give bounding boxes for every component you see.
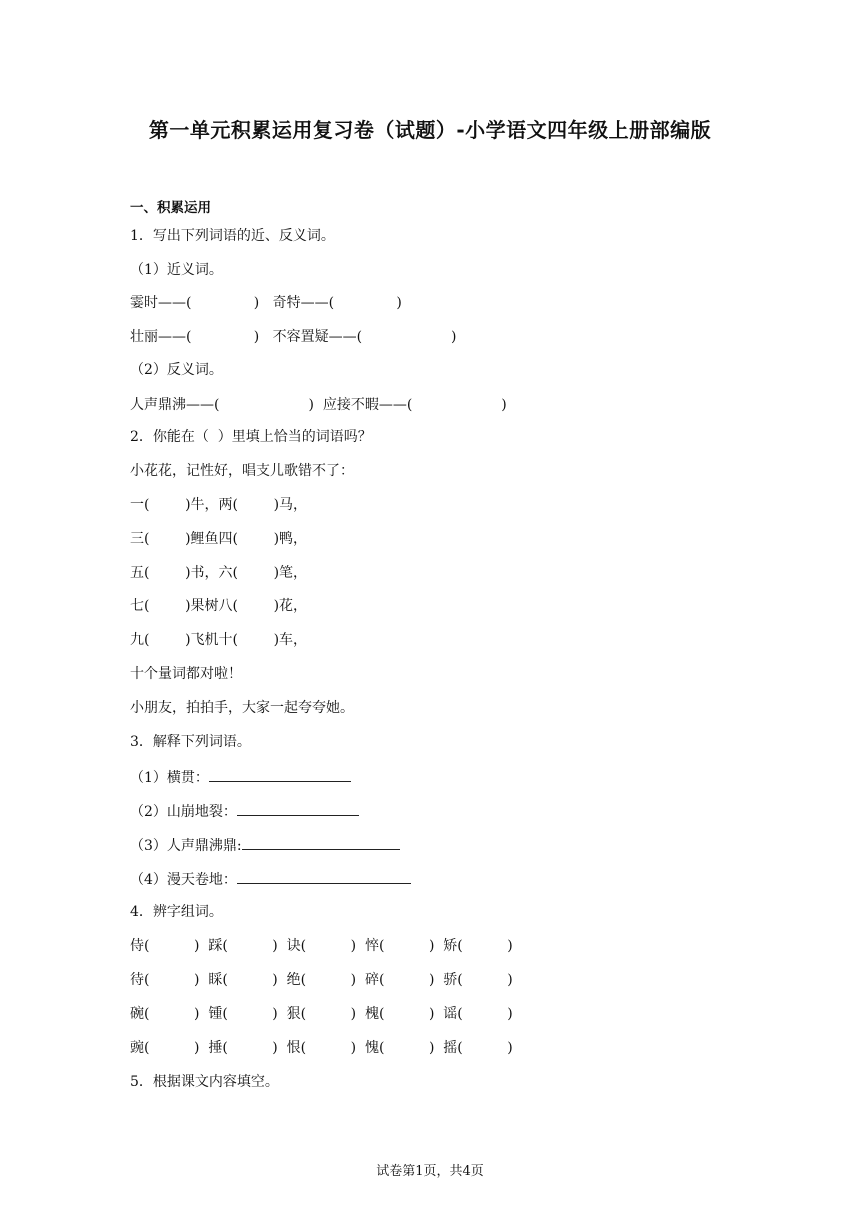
question-4-row: 碗( ) 锺( ) 狠( ) 槐( ) 谣( ) <box>130 1006 513 1022</box>
question-4-stem: 4．辨字组词。 <box>130 904 223 920</box>
question-4-row: 豌( ) 捶( ) 恨( ) 愧( ) 摇( ) <box>130 1040 513 1056</box>
question-2-end-2: 小朋友，拍拍手，大家一起夸夸她。 <box>130 700 354 716</box>
item-label: （4）漫天卷地： <box>130 872 237 888</box>
question-1-stem: 1．写出下列词语的近、反义词。 <box>130 228 335 244</box>
question-2-row: 三( )鲤鱼四( )鸭， <box>130 531 308 547</box>
question-2-row: 七( )果树八( )花， <box>130 598 308 614</box>
question-3-item-3 <box>130 835 400 855</box>
question-5-stem: 5．根据课文内容填空。 <box>130 1074 279 1090</box>
question-3-item-4 <box>130 869 411 889</box>
question-1-line-1: 霎时——( ) 奇特——( ) <box>130 295 402 311</box>
question-1-line-3: 人声鼎沸——( ) 应接不暇——( ) <box>130 397 507 413</box>
question-1-part-2: （2）反义词。 <box>130 362 223 378</box>
answer-line <box>237 869 411 884</box>
question-4-row: 待( ) 睬( ) 绝( ) 碎( ) 骄( ) <box>130 972 513 988</box>
question-3-item-1 <box>130 767 351 787</box>
question-1-part-1: （1）近义词。 <box>130 262 223 278</box>
question-2-intro: 小花花，记性好，唱支儿歌错不了： <box>130 463 354 479</box>
section-heading: 一、积累运用 <box>130 200 211 216</box>
question-2-stem: 2．你能在（ ）里填上恰当的词语吗？ <box>130 429 372 445</box>
item-label: （1）横贯： <box>130 770 209 786</box>
question-3-stem: 3．解释下列词语。 <box>130 734 251 750</box>
item-label: （2）山崩地裂： <box>130 804 237 820</box>
question-2-row: 五( )书，六( )笔， <box>130 565 308 581</box>
document-title: 第一单元积累运用复习卷（试题）-小学语文四年级上册部编版 <box>148 118 712 142</box>
question-2-row: 一( )牛，两( )马， <box>130 497 308 513</box>
question-4-row: 侍( ) 踩( ) 诀( ) 悴( ) 矫( ) <box>130 938 513 954</box>
question-2-row: 九( )飞机十( )车， <box>130 632 308 648</box>
question-2-end-1: 十个量词都对啦！ <box>130 666 242 682</box>
question-1-line-2: 壮丽——( ) 不容置疑——( ) <box>130 329 457 345</box>
question-3-item-2 <box>130 801 359 821</box>
answer-line <box>242 835 400 850</box>
item-label: （3）人声鼎沸鼎: <box>130 838 242 854</box>
answer-line <box>237 801 359 816</box>
page-footer: 试卷第1页，共4页 <box>376 1164 484 1179</box>
answer-line <box>209 767 351 782</box>
